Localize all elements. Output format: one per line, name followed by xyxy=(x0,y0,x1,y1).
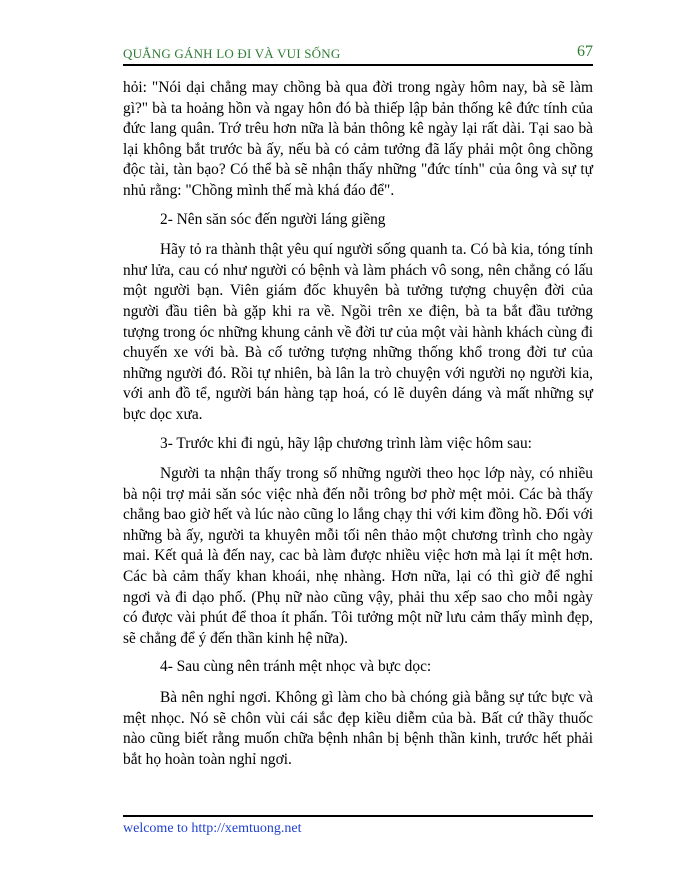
page-body xyxy=(123,78,593,778)
paragraph-4: Bà nên nghỉ ngơi. Không gì làm cho bà chóng già bằng sự tức bực và mệt nhọc. Nó sẽ chôn vùi cái sắc đẹp kiều diễm của bà. Bất cứ thầy thuốc nào cũng biết rằng muốn chữa bệnh nhân bị bệnh thần kinh, trước hết phải bắt họ hoàn toàn nghỉ ngơi. xyxy=(123,689,593,768)
paragraph-2: Hãy tỏ ra thành thật yêu quí người sống quanh ta. Có bà kia, tóng tính như lửa, cau có như người có bệnh và làm phách vô song, nên chẳng có lấu một người bạn. Viên giám đốc khuyên bà tưởng tượng chuyện đời của người đầu tiên bà gặp khi ra về. Ngồi trên xe điện, bà ta bắt đầu tưởng tượng trong óc những khung cảnh về đời tư của một vài hành khách cùng đi chuyến xe với bà. Bà cố tưởng tượng những thống khổ trong đời tư của những người đó. Rồi tự nhiên, bà lân la trò chuyện với người nọ người kia, với anh đồ tể, người bán hàng tạp hoá, có lẽ duyên dáng và mất những sự bực dọc xưa. xyxy=(123,241,593,423)
paragraph-1: hỏi: "Nói dại chẳng may chồng bà qua đời trong ngày hôm nay, bà sẽ làm gì?" bà ta hoảng hồn và ngay hôn đó bà thiếp lập bản thống kê đức tính của đức lang quân. Trớ trêu hơn nữa là bản thông kê ngày lại rất dài. Tại sao bà lại không bắt trước bà ấy, nếu bà có cảm tưởng đã lấy phải một ông chồng độc tài, tàn bạo? Có thể bà sẽ nhận thấy những "đức tính" của ông và sự tự nhủ rằng: "Chồng mình thế mà khá đáo để". xyxy=(123,79,593,199)
footer-link[interactable]: welcome to http://xemtuong.net xyxy=(123,821,302,836)
section-heading-4: 4- Sau cùng nên tránh mệt nhọc và bực dọc: xyxy=(160,658,432,676)
section-heading-2: 2- Nên săn sóc đến người láng giềng xyxy=(160,210,386,228)
section-heading-3: 3- Trước khi đi ngủ, hãy lập chương trình làm việc hôm sau: xyxy=(160,434,532,452)
paragraph-3: Người ta nhận thấy trong số những người theo học lớp này, có nhiều bà nội trợ mải sǎn sóc việc nhà đến nỗi trông bơ phờ mệt mỏi. Các bà thấy chẳng bao giờ hết và lúc nào cũng lo lắng chạy thi với kim đồng hồ. Đối với những bà ấy, người ta khuyên mỗi tối nên thảo một chương trình cho ngày mai. Kết quả là đến nay, cac bà làm được nhiều việc hơn mà lại ít mệt hơn. Các bà cảm thấy khan khoái, nhẹ nhàng. Hơn nữa, lại có thì giờ để nghỉ ngơi và đi dạo phố. (Phụ nữ nào cũng vậy, phải thu xếp sao cho mỗi ngày có được vài phút để thoa ít phấn. Tôi tưởng một nữ lưu cảm thấy mình đẹp, sẽ chẳng để ý đến thần kinh hệ nữa). xyxy=(123,465,593,647)
page-number: 67 xyxy=(577,43,593,60)
book-title: QUẲNG GÁNH LO ĐI VÀ VUI SỐNG xyxy=(123,46,341,61)
page-footer xyxy=(123,815,593,837)
page-header xyxy=(123,42,593,66)
